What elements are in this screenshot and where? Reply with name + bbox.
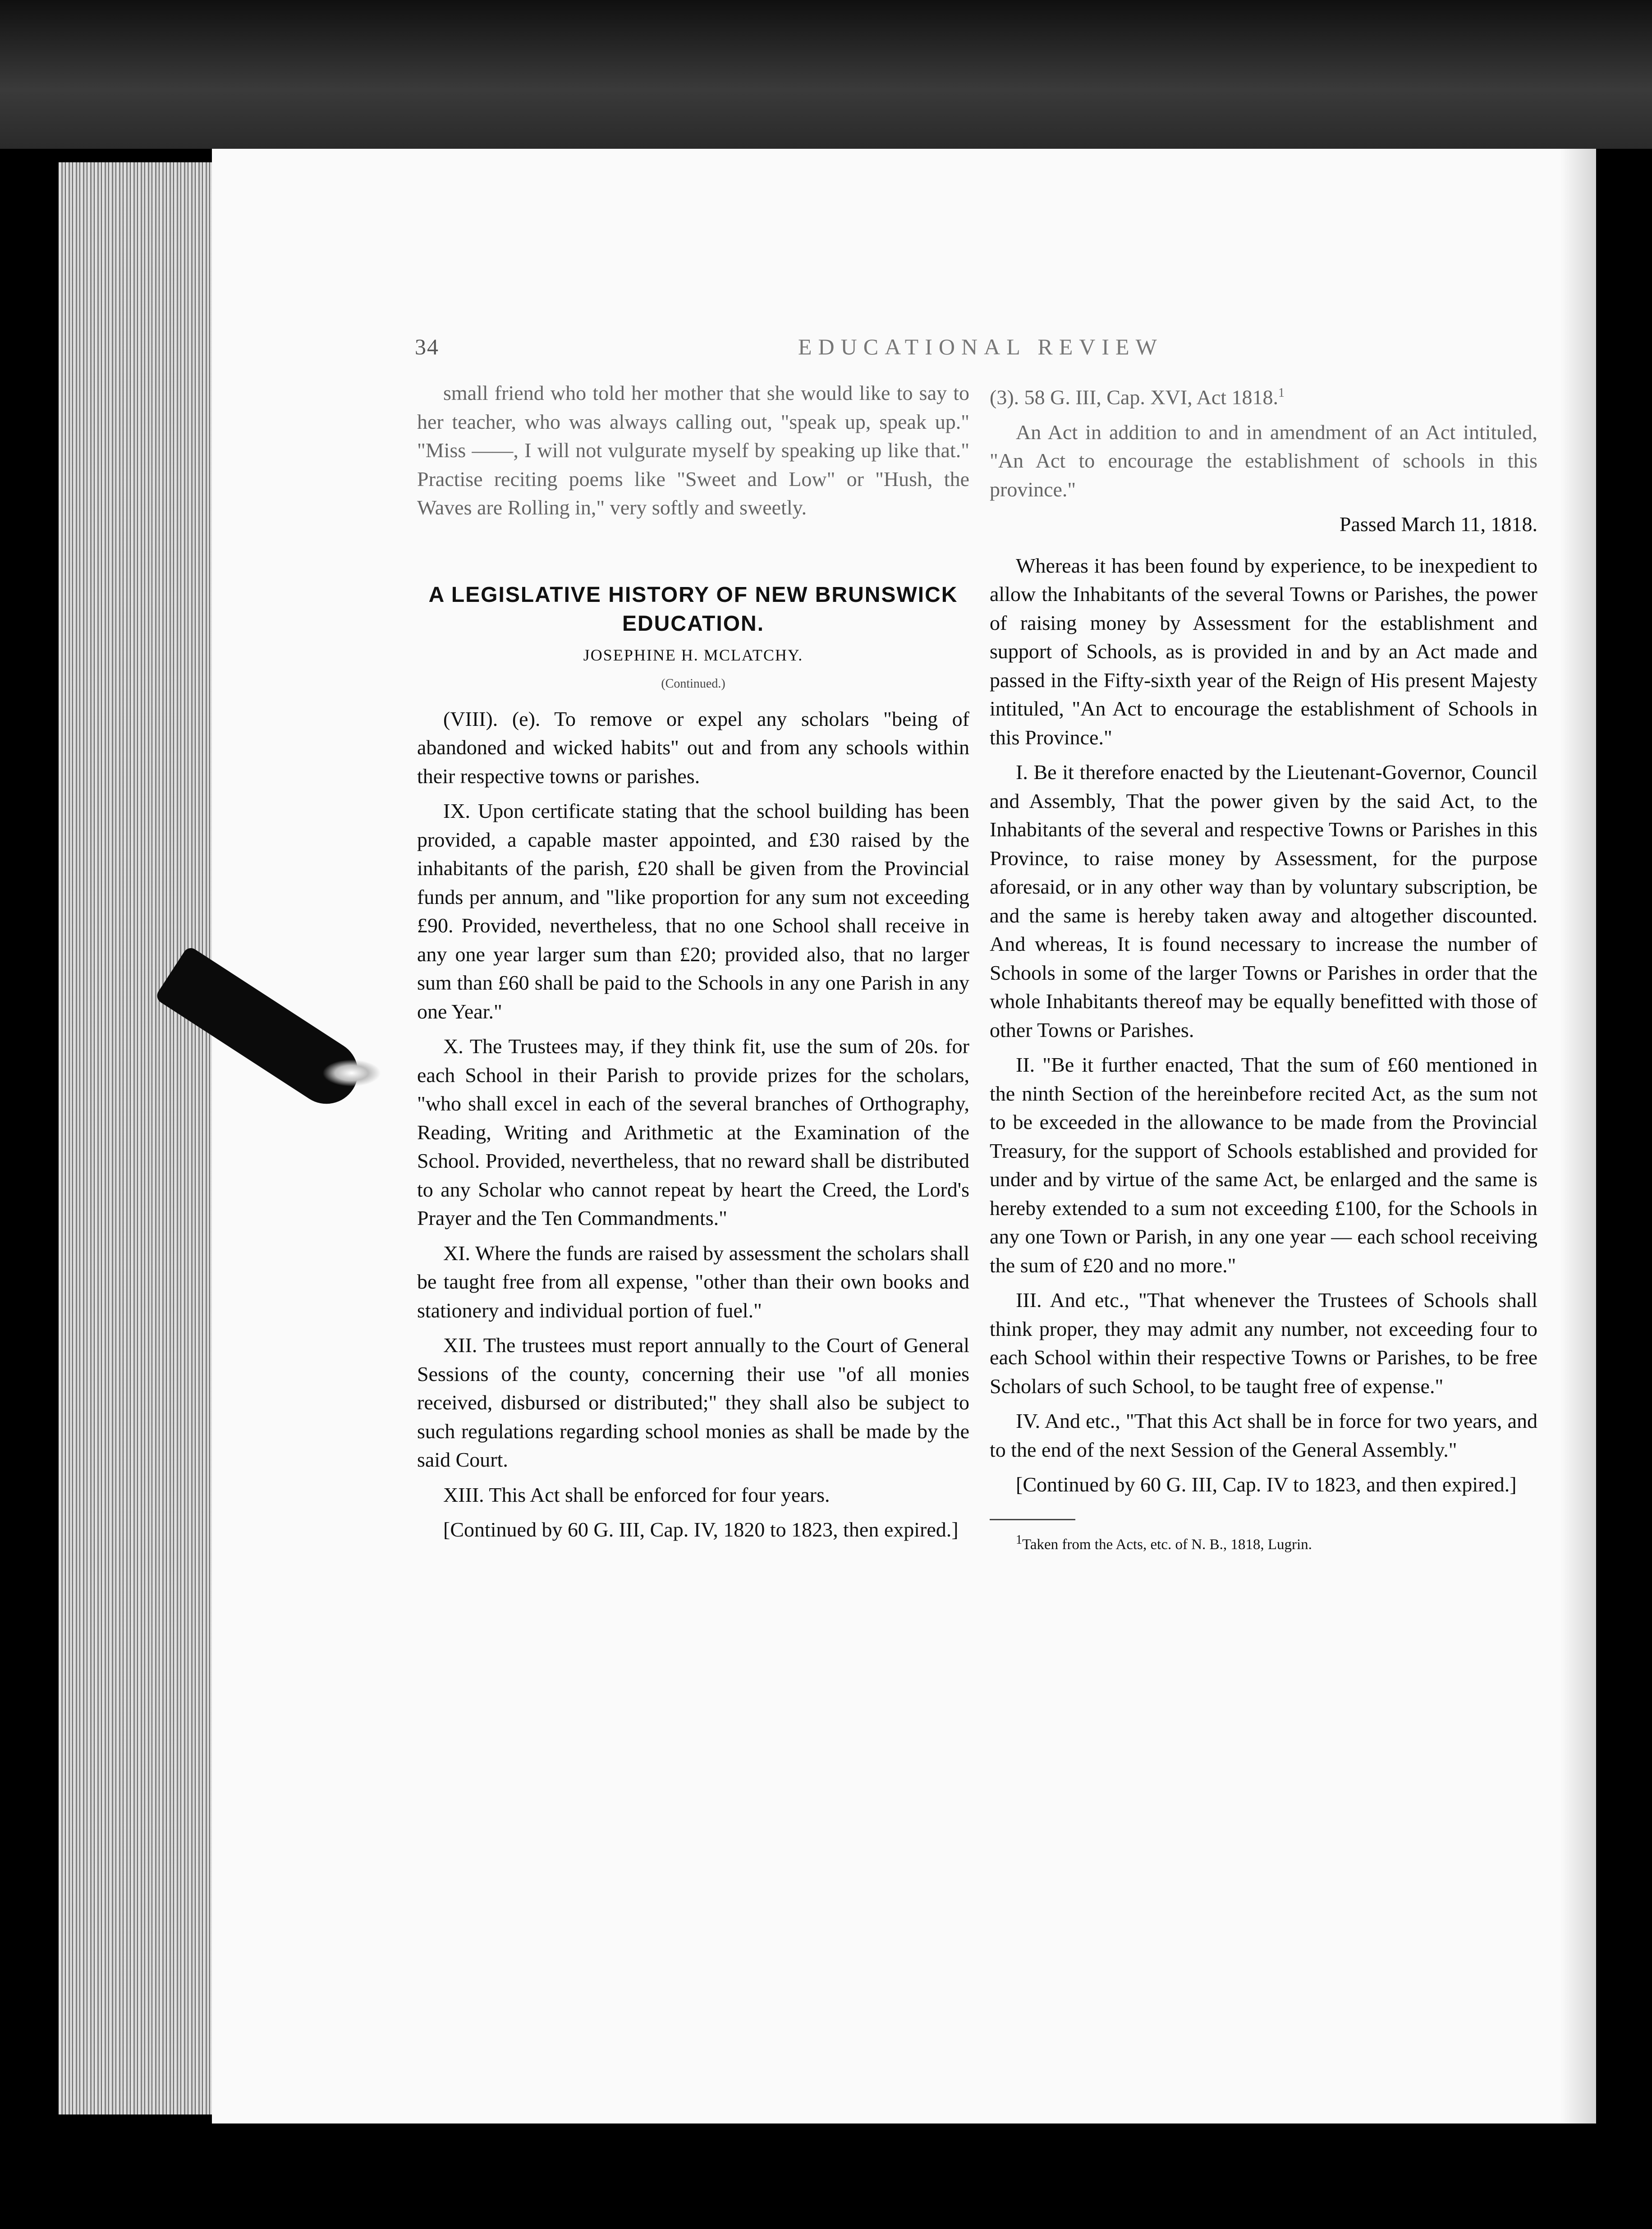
whereas-paragraph: Whereas it has been found by experience, to be inexpedient to allow the Inhabitants of the several Towns or Parishes, the power of raising money by Assessment for the establishment and support of Schools, as is provided in and by an Act made and passed in the Fifty-sixth year of the Reign of His present Majesty intituled, "An Act to encourage the establishment of Schools in this Province."	[990, 554, 1537, 749]
continuation-note-right: [Continued by 60 G. III, Cap. IV to 1823, and then expired.]	[1016, 1473, 1517, 1496]
pointer-highlight	[322, 1059, 381, 1087]
section-iv: IV. And etc., "That this Act shall be in force for two years, and to the end of the next Session of the General Assembly."	[990, 1409, 1537, 1461]
right-column	[990, 379, 1537, 1555]
paragraph-xi: XI. Where the funds are raised by assessment the scholars shall be taught free from all expense, "other than their own books and stationery and individual portion of fuel."	[417, 1241, 969, 1322]
passed-date: Passed March 11, 1818.	[1339, 513, 1537, 536]
page-shadow	[1560, 149, 1596, 2124]
page-header	[0, 334, 1652, 370]
book-page-edges	[59, 162, 225, 2114]
act-heading	[990, 379, 1537, 412]
left-column	[417, 379, 969, 1544]
paragraph-xii: XII. The trustees must report annually to the Court of General Sessions of the county, concerning their use "of all monies received, disbursed or distributed;" they shall also be subject to such regulations regarding school monies as shall be made by the said Court.	[417, 1334, 969, 1471]
paragraph-viii: (VIII). (e). To remove or expel any scholars "being of abandoned and wicked habits" out and from any schools within their respective towns or parishes.	[417, 707, 969, 788]
article-title: A LEGISLATIVE HISTORY OF NEW BRUNSWICK EDUCATION.	[428, 582, 958, 636]
running-head: EDUCATIONAL REVIEW	[798, 334, 1163, 359]
page-number: 34	[415, 334, 439, 359]
scan-background-top	[0, 0, 1652, 149]
footnote-text: Taken from the Acts, etc. of N. B., 1818, Lugrin.	[1022, 1536, 1312, 1553]
paragraph-x: X. The Trustees may, if they think fit, use the sum of 20s. for each School in their Parish to provide prizes for the scholars, "who shall excel in each of the several branches of Orthography, Reading, Writing and Arithmetic at the Examination of the School. Provided, nevertheless, that no reward shall be distributed to any Scholar who cannot repeat by heart the Creed, the Lord's Prayer and the Ten Commandments."	[417, 1035, 969, 1229]
paragraph-ix: IX. Upon certificate stating that the school building has been provided, a capable master appointed, and £30 raised by the inhabitants of the parish, £20 shall be given from the Provincial funds per annum, and "like proportion for any sum not exceeding £90. Provided, nevertheless, that no one School shall receive in any one year larger sum than £20; provided also, that no larger sum than £60 shall be paid to the Schools in any one Parish in any one Year."	[417, 799, 969, 1023]
section-ii: II. "Be it further enacted, That the sum of £60 mentioned in the ninth Section of the hereinbefore recited Act, as the sum not to be exceeded in the allowance to be made from the Provincial Treasury, for the support of Schools established and provided for under and by virtue of the same Act, be enlarged and the same is hereby extended to a sum not exceeding £100, for the Schools in any one Town or Parish, in any one year — each school receiving the sum of £20 and no more."	[990, 1053, 1537, 1277]
continued-note: (Continued.)	[661, 677, 725, 691]
section-iii: III. And etc., "That whenever the Trustees of Schools shall think proper, they may admit any number, not exceeding four to each School within their respective Towns or Parishes, to be free Scholars of such School, to be taught free of expense."	[990, 1289, 1537, 1398]
footnote-rule	[990, 1519, 1075, 1520]
continued-text: small friend who told her mother that she would like to say to her teacher, who was always calling out, "speak up, speak up." "Miss ——, I will not vulgurate myself by speaking up like that." Practise reciting poems like "Sweet and Low" or "Hush, the Waves are Rolling in," very softly and sweetly.	[417, 381, 969, 519]
continuation-note: [Continued by 60 G. III, Cap. IV, 1820 to 1823, then expired.]	[443, 1518, 959, 1541]
footnote-mark: 1	[1016, 1532, 1022, 1547]
act-footnote-mark: 1	[1278, 386, 1285, 400]
paragraph-xiii: XIII. This Act shall be enforced for four years.	[443, 1483, 830, 1506]
act-preamble: An Act in addition to and in amendment of an Act intituled, "An Act to encourage the establishment of schools in this province."	[990, 420, 1537, 501]
act-heading-text: (3). 58 G. III, Cap. XVI, Act 1818.	[990, 385, 1279, 409]
footnote	[990, 1530, 1537, 1555]
section-i: I. Be it therefore enacted by the Lieutenant-Governor, Council and Assembly, That the power given by the said Act, to the Inhabitants of the several and respective Towns or Parishes in this Province, to raise money by Assessment, for the purpose aforesaid, or in any other way than by voluntary subscription, be and the same is hereby taken away and altogether discounted. And whereas, It is found necessary to increase the number of Schools in some of the larger Towns or Parishes in order that the whole Inhabitants thereof may be equally benefitted with those of other Towns or Parishes.	[990, 761, 1537, 1041]
author-name: JOSEPHINE H. MCLATCHY.	[583, 646, 803, 664]
